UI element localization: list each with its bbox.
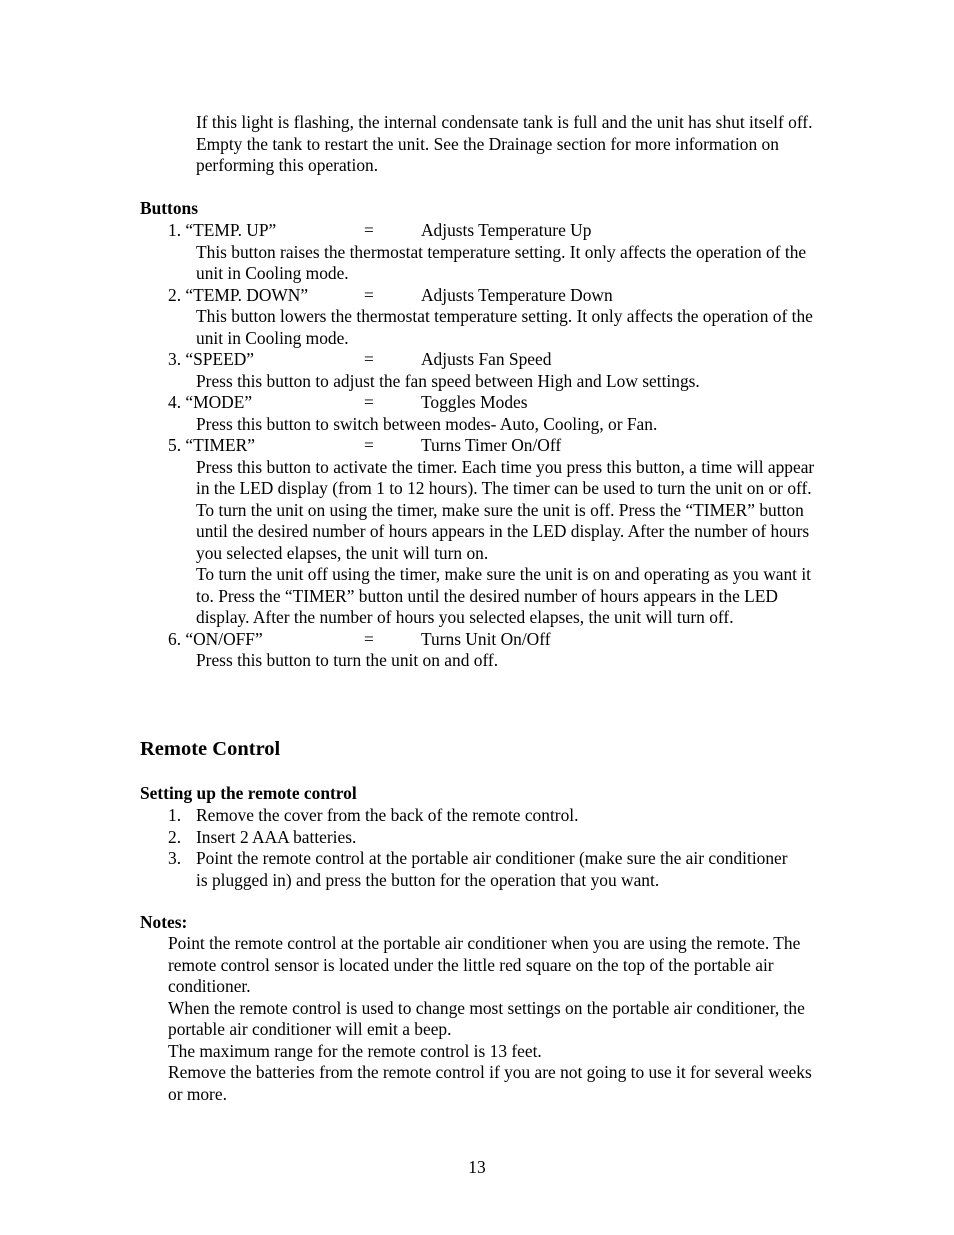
button-item-name: “MODE” [185,392,253,412]
button-item-header [0,220,954,242]
button-item [0,392,954,435]
button-item-number: 3. [168,349,182,369]
list-item-text: Point the remote control at the portable air conditioner (make sure the air conditioner is plugged in) and press the button for the operation that you want. [196,848,788,890]
button-item [0,629,954,672]
intro-paragraph: If this light is flashing, the internal condensate tank is full and the unit has shut itself off. Empty the tank to restart the unit. See the Drainage section for more information on performing this operation. [196,112,813,175]
button-item-header [0,435,954,457]
button-item-name: “ON/OFF” [185,628,263,649]
list-item-text: Remove the cover from the back of the remote control. [196,805,579,825]
list-item [0,827,954,849]
button-item-description: This button raises the thermostat temperature setting. It only affects the operation of the unit in Cooling mode. [196,241,807,283]
button-item-function: Turns Timer On/Off [421,435,562,455]
button-item-description: Press this button to activate the timer. Each time you press this button, a time will appear in the LED display (from 1 to 12 hours). The timer can be used to turn the unit on or off. [196,456,815,498]
button-item-function: Adjusts Fan Speed [421,349,552,369]
button-item [0,435,954,629]
button-item-name: “TEMP. UP” [185,220,277,240]
button-item-description: Press this button to turn the unit on and off. [196,650,499,670]
button-item-description: To turn the unit on using the timer, make sure the unit is off. Press the “TIMER” button until the desired number of hours appears in the LED display. After the number of hours you selected elapses, the unit will turn on. [196,499,810,563]
note-paragraph: The maximum range for the remote control is 13 feet. [168,1040,542,1061]
button-item-function: Adjusts Temperature Up [421,220,592,240]
list-item-number: 2. [168,826,182,847]
list-item-number: 3. [168,848,182,868]
button-item-function: Turns Unit On/Off [421,628,551,649]
button-item-name: “TIMER” [185,435,255,455]
note-paragraph: Remove the batteries from the remote control if you are not going to use it for several weeks or more. [168,1062,812,1104]
page-number: 13 [468,1157,486,1177]
button-item-name: “TEMP. DOWN” [185,284,309,305]
note-paragraph: When the remote control is used to change most settings on the portable air conditioner, the portable air conditioner will emit a beep. [168,997,805,1039]
button-item-number: 1. [168,220,182,240]
button-item-equals: = [364,349,374,369]
buttons-list [0,220,954,672]
button-item-header [0,392,954,414]
button-item [0,285,954,350]
notes-list [168,933,818,1105]
list-item [0,848,954,891]
button-item-header [0,349,954,371]
button-item-number: 5. [168,435,182,455]
button-item-description: This button lowers the thermostat temperature setting. It only affects the operation of the unit in Cooling mode. [196,306,813,348]
button-item-number: 4. [168,392,182,412]
button-item-function: Adjusts Temperature Down [421,284,613,305]
setup-heading: Setting up the remote control [140,783,357,803]
button-item-equals: = [364,435,374,455]
list-item-number: 1. [168,805,182,825]
button-item-equals: = [364,392,374,412]
button-item-equals: = [364,284,374,305]
note-paragraph: Point the remote control at the portable air conditioner when you are using the remote. The remote control sensor is located under the little red square on the top of the portable air conditioner. [168,933,801,996]
button-item [0,349,954,392]
button-item-name: “SPEED” [185,349,254,369]
button-item-number: 2. [168,284,182,305]
button-item-number: 6. [168,628,182,649]
button-item [0,220,954,285]
notes-heading: Notes: [140,912,188,932]
setup-list [0,805,954,891]
list-item [0,805,954,827]
button-item-header [0,285,954,307]
button-item-description: To turn the unit off using the timer, make sure the unit is on and operating as you want it to. Press the “TIMER” button until the desired number of hours appears in the LED display. After the number of hours you selected elapses, the unit will turn off. [196,564,812,627]
buttons-heading: Buttons [140,198,198,218]
remote-control-heading: Remote Control [140,738,281,760]
button-item-equals: = [364,628,374,649]
button-item-description: Press this button to switch between modes- Auto, Cooling, or Fan. [196,413,658,434]
button-item-description: Press this button to adjust the fan speed between High and Low settings. [196,370,700,391]
button-item-equals: = [364,220,374,240]
button-item-function: Toggles Modes [421,392,528,412]
button-item-header [0,629,954,651]
list-item-text: Insert 2 AAA batteries. [196,826,357,847]
